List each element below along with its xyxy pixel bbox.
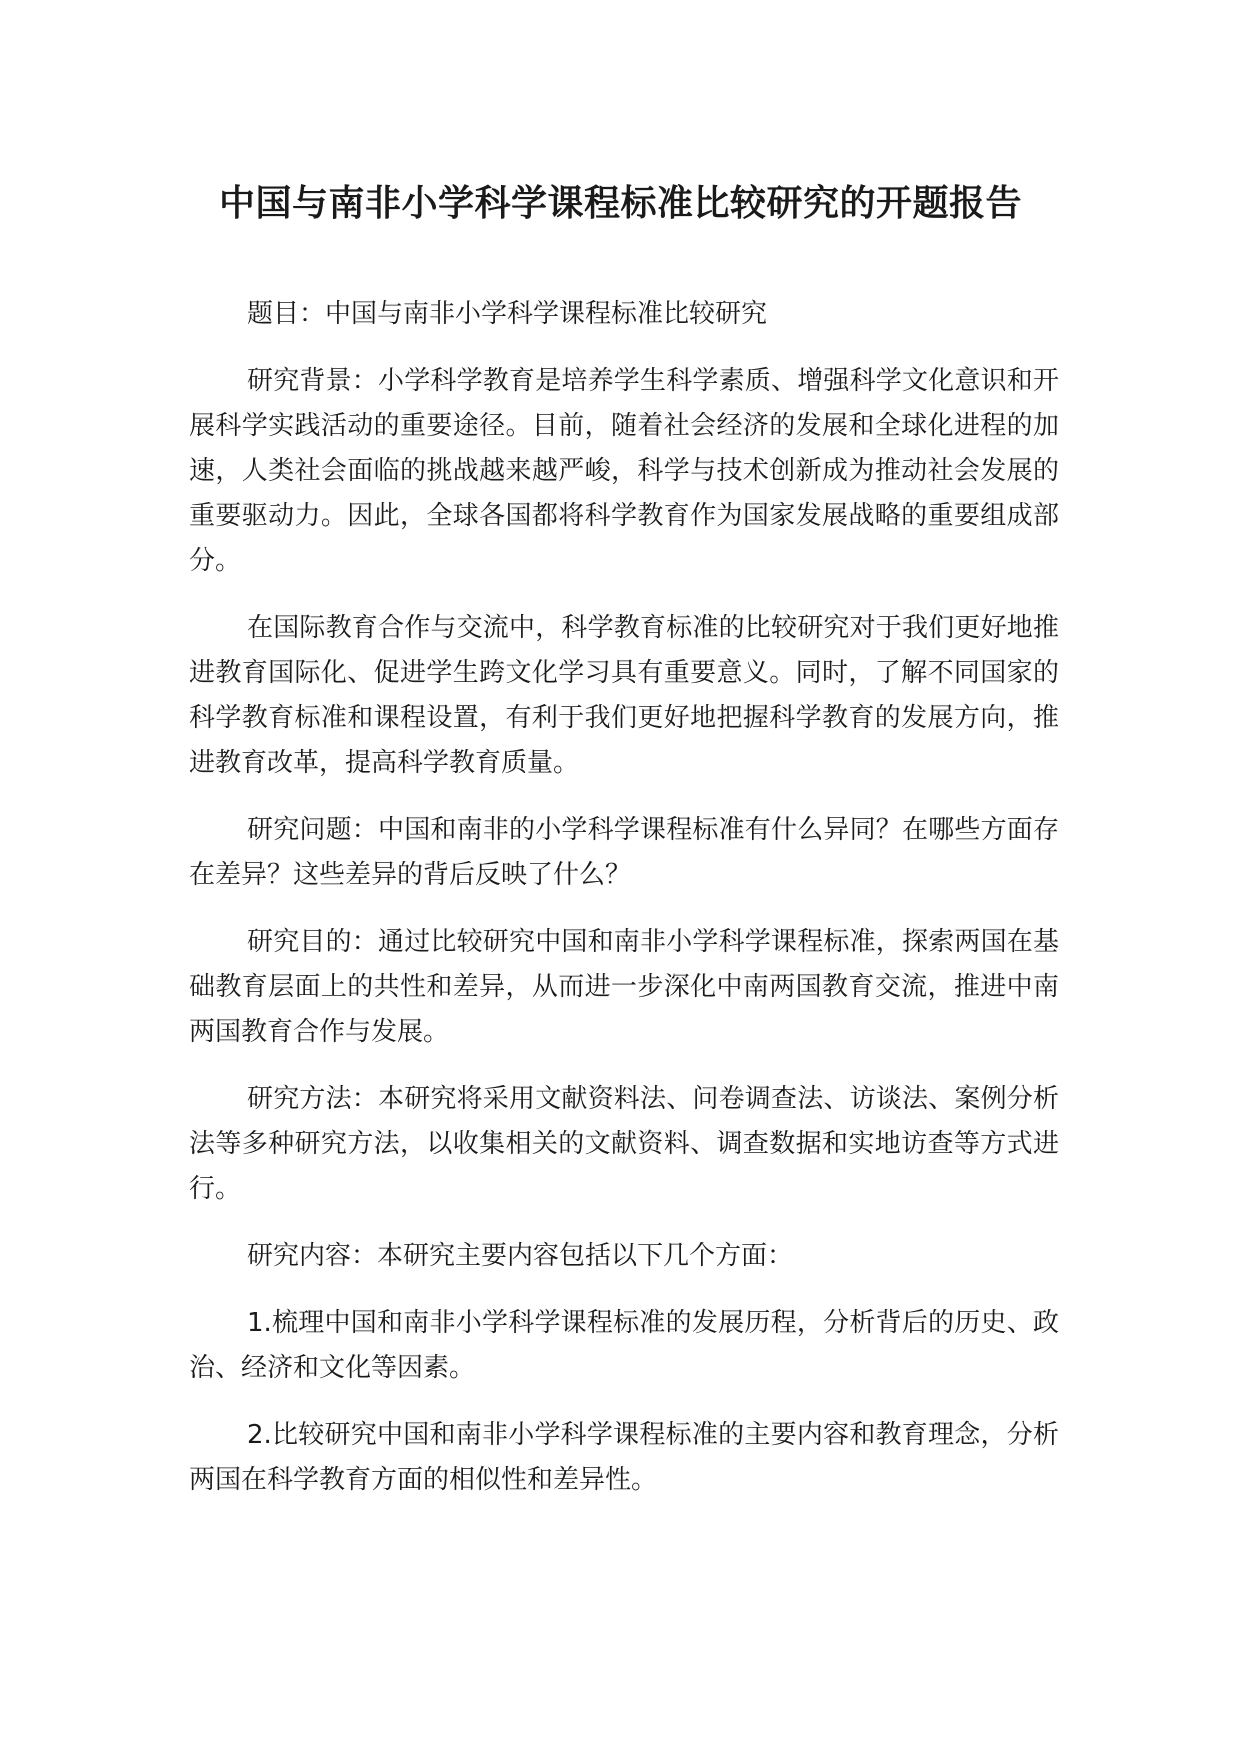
- paragraph-content-item-2: 2.比较研究中国和南非小学科学课程标准的主要内容和教育理念，分析两国在科学教育方面的相似性和差异性。: [189, 1420, 1059, 1495]
- document-body: [189, 292, 1059, 1525]
- document-title: 中国与南非小学科学课程标准比较研究的开题报告: [218, 183, 1022, 224]
- paragraph-topic: 题目：中国与南非小学科学课程标准比较研究: [247, 299, 768, 329]
- paragraph-content-item-1: 1.梳理中国和南非小学科学课程标准的发展历程，分析背后的历史、政治、经济和文化等因素。: [189, 1308, 1059, 1383]
- paragraph-research-purpose: 研究目的：通过比较研究中国和南非小学科学课程标准，探索两国在基础教育层面上的共性和差异，从而进一步深化中南两国教育交流，推进中南两国教育合作与发展。: [189, 927, 1059, 1047]
- paragraph-international-cooperation: 在国际教育合作与交流中，科学教育标准的比较研究对于我们更好地推进教育国际化、促进学生跨文化学习具有重要意义。同时，了解不同国家的科学教育标准和课程设置，有利于我们更好地把握科学教育的发展方向，推进教育改革，提高科学教育质量。: [189, 613, 1059, 778]
- paragraph-research-method: 研究方法：本研究将采用文献资料法、问卷调查法、访谈法、案例分析法等多种研究方法，以收集相关的文献资料、调查数据和实地访查等方式进行。: [189, 1084, 1059, 1204]
- paragraph-research-question: 研究问题：中国和南非的小学科学课程标准有什么异同？在哪些方面存在差异？这些差异的背后反映了什么？: [189, 815, 1059, 890]
- paragraph-research-content: 研究内容：本研究主要内容包括以下几个方面：: [247, 1241, 794, 1271]
- paragraph-background: 研究背景：小学科学教育是培养学生科学素质、增强科学文化意识和开展科学实践活动的重要途径。目前，随着社会经济的发展和全球化进程的加速，人类社会面临的挑战越来越严峻，科学与技术创新成为推动社会发展的重要驱动力。因此，全球各国都将科学教育作为国家发展战略的重要组成部分。: [189, 366, 1059, 576]
